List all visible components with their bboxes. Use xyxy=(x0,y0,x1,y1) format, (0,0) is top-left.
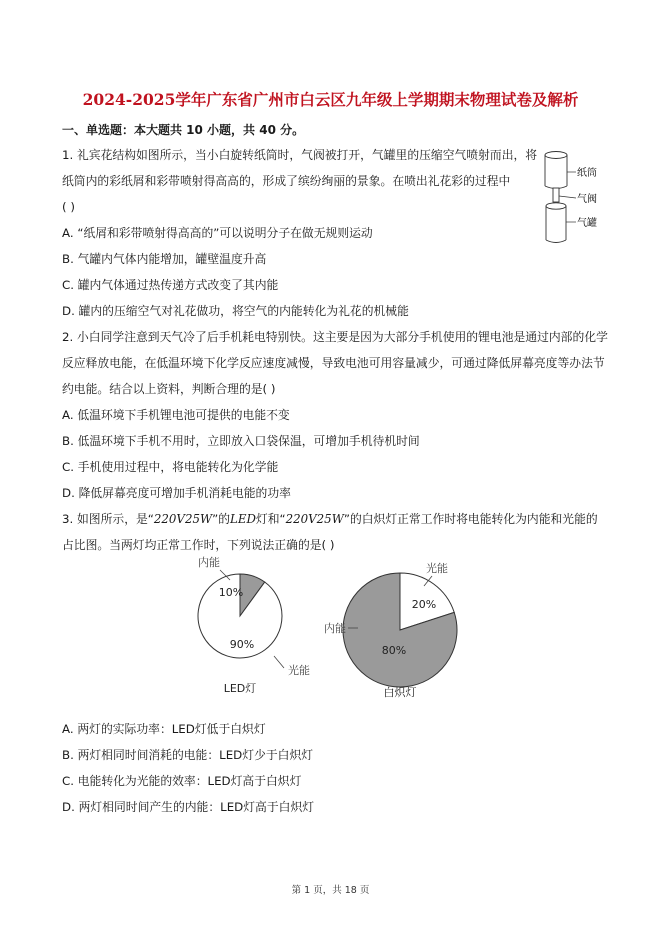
q3-text-g: ”的白炽灯正常工作时将电能转化为内能和光能的 xyxy=(343,512,598,526)
pie-title: 白炽灯 xyxy=(383,686,417,699)
q3-option-c: C. 电能转化为光能的效率：LED灯高于白炽灯 xyxy=(62,774,302,788)
q3-line-1 xyxy=(62,511,598,527)
q3-text-e: 灯和“ xyxy=(255,512,286,526)
pie-incandescent xyxy=(324,561,457,699)
q2-option-d: D. 降低屏幕亮度可增加手机消耗电能的功率 xyxy=(62,486,291,500)
pie-data-label: 90% xyxy=(229,638,255,651)
pie-title: LED灯 xyxy=(223,682,257,695)
q3-led: LED xyxy=(230,512,256,526)
pie-category-label: 内能 xyxy=(324,622,346,635)
popper-figure xyxy=(538,146,608,250)
q1-option-d: D. 罐内的压缩空气对礼花做功，将空气的内能转化为礼花的机械能 xyxy=(62,304,409,318)
q3-option-b: B. 两灯相同时间消耗的电能：LED灯少于白炽灯 xyxy=(62,748,314,762)
q3-text-a: 3. 如图所示，是“ xyxy=(62,512,154,526)
q3-text-c: ”的 xyxy=(212,512,231,526)
q2-line-3: 约电能。结合以上资料，判断合理的是( ) xyxy=(62,382,276,396)
page-footer: 第 1 页，共 18 页 xyxy=(291,885,370,896)
q3-line-2: 占比图。当两灯均正常工作时，下列说法正确的是( ) xyxy=(62,538,335,552)
q1-option-c: C. 罐内气体通过热传递方式改变了其内能 xyxy=(62,278,279,292)
q3-spec-2: 220V25W xyxy=(285,512,344,526)
q2-line-1: 2. 小白同学注意到天气冷了后手机耗电特别快。这主要是因为大部分手机使用的锂电池是通过内部的化学 xyxy=(62,330,608,344)
q2-option-c: C. 手机使用过程中，将电能转化为化学能 xyxy=(62,460,279,474)
q1-line-3: ( ) xyxy=(62,200,75,214)
q1-option-a: A. “纸屑和彩带喷射得高高的”可以说明分子在做无规则运动 xyxy=(62,226,373,240)
q3-option-a: A. 两灯的实际功率：LED灯低于白炽灯 xyxy=(62,722,266,736)
popper-label-valve: 气阀 xyxy=(577,194,597,205)
popper-label-tube: 纸筒 xyxy=(577,168,597,179)
pie-leader-line xyxy=(274,656,284,668)
pie-category-label: 光能 xyxy=(426,562,448,575)
pie-category-label: 光能 xyxy=(288,664,310,677)
q1-option-b: B. 气罐内气体内能增加，罐壁温度升高 xyxy=(62,252,267,266)
q3-spec-1: 220V25W xyxy=(153,512,213,526)
pie-data-label: 80% xyxy=(381,644,407,657)
section-heading: 一、单选题：本大题共 10 小题，共 40 分。 xyxy=(62,123,305,137)
pie-data-label: 20% xyxy=(411,598,437,611)
paper-title: 2024-2025学年广东省广州市白云区九年级上学期期末物理试卷及解析 xyxy=(82,90,579,109)
pie-data-label: 10% xyxy=(218,586,244,599)
q2-line-2: 反应释放电能，在低温环境下化学反应速度减慢，导致电池可用容量减少，可通过降低屏幕亮度等办法节 xyxy=(62,356,605,370)
q3-option-d: D. 两灯相同时间产生的内能：LED灯高于白炽灯 xyxy=(62,800,315,814)
q2-option-b: B. 低温环境下手机不用时，立即放入口袋保温，可增加手机待机时间 xyxy=(62,434,420,448)
q1-line-1: 1. 礼宾花结构如图所示，当小白旋转纸筒时，气阀被打开，气罐里的压缩空气喷射而出，将 xyxy=(62,148,538,162)
pie-charts xyxy=(180,556,480,702)
popper-label-tank: 气罐 xyxy=(577,218,597,229)
q2-option-a: A. 低温环境下手机锂电池可提供的电能不变 xyxy=(62,408,290,422)
q1-line-2: 纸筒内的彩纸屑和彩带喷射得高高的，形成了缤纷绚丽的景象。在喷出礼花彩的过程中 xyxy=(62,174,511,188)
pie-category-label: 内能 xyxy=(198,556,220,569)
pie-led xyxy=(198,556,310,695)
